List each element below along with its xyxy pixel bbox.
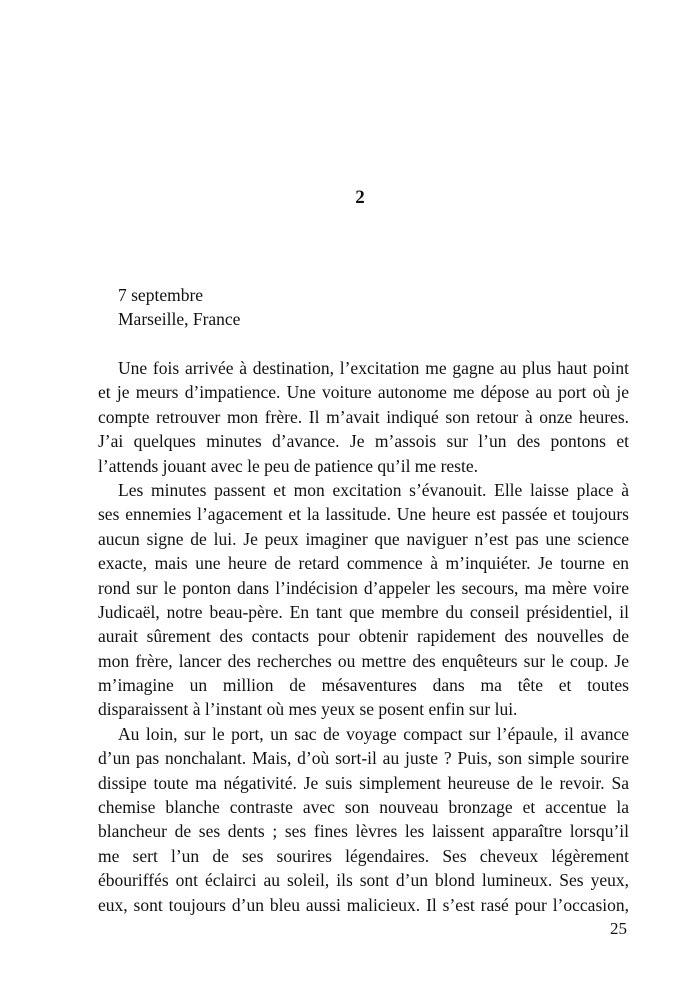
text-line: mon frère, lancer des recherches ou mettre des enquêteurs sur le coup. Je [98,650,629,671]
dateline-place: Marseille, France [118,309,241,329]
dateline-date: 7 septembre [118,285,204,305]
text-line: aurait sûrement des contacts pour obtenir rapidement des nouvelles de [98,626,629,647]
text-line: l’attends jouant avec le peu de patience qu’il me reste. [98,455,478,476]
text-line: et je meurs d’impatience. Une voiture autonome me dépose au port où je [98,382,629,403]
text-line: d’un pas nonchalant. Mais, d’où sort-il au juste ? Puis, son simple sourire [98,748,629,769]
text-line: rond sur le ponton dans l’indécision d’appeler les secours, ma mère voire [98,577,629,598]
dateline [118,283,240,331]
text-line: Les minutes passent et mon excitation s’évanouit. Elle laisse place à [118,479,629,500]
text-line: dissipe toute ma négativité. Je suis simplement heureuse de le revoir. Sa [98,772,629,793]
page-number: 25 [610,919,627,938]
text-line: disparaissent à l’instant où mes yeux se posent enfin sur lui. [98,699,518,720]
text-line: compte retrouver mon frère. Il m’avait indiqué son retour à onze heures. [98,406,629,427]
text-line: me sert l’un de ses sourires légendaires. Ses cheveux légèrement [98,845,629,866]
text-line: Judicaël, notre beau-père. En tant que membre du conseil présidentiel, il [98,601,629,622]
text-line: m’imagine un million de mésaventures dans ma tête et toutes [98,675,629,696]
text-line: aucun signe de lui. Je peux imaginer que naviguer n’est pas une science [98,528,629,549]
text-line: ses ennemies l’agacement et la lassitude. Une heure est passée et toujours [98,504,629,525]
chapter-number: 2 [355,187,365,208]
text-line: Au loin, sur le port, un sac de voyage compact sur l’épaule, il avance [118,723,629,744]
text-line: ébouriffés ont éclairci au soleil, ils sont d’un blond lumineux. Ses yeux, [98,870,629,891]
text-line: blancheur de ses dents ; ses fines lèvres les laissent apparaître lorsqu’il [98,821,629,842]
text-line: chemise blanche contraste avec son nouveau bronzage et accentue la [98,797,629,818]
text-line: J’ai quelques minutes d’avance. Je m’assois sur l’un des pontons et [98,431,629,452]
text-line: Une fois arrivée à destination, l’excitation me gagne au plus haut point [118,358,629,378]
text-line: exacte, mais une heure de retard commence à m’inquiéter. Je tourne en [98,553,629,574]
body-text [98,356,629,917]
text-line: eux, sont toujours d’un bleu aussi malicieux. Il s’est rasé pour l’occasion, [98,894,629,915]
